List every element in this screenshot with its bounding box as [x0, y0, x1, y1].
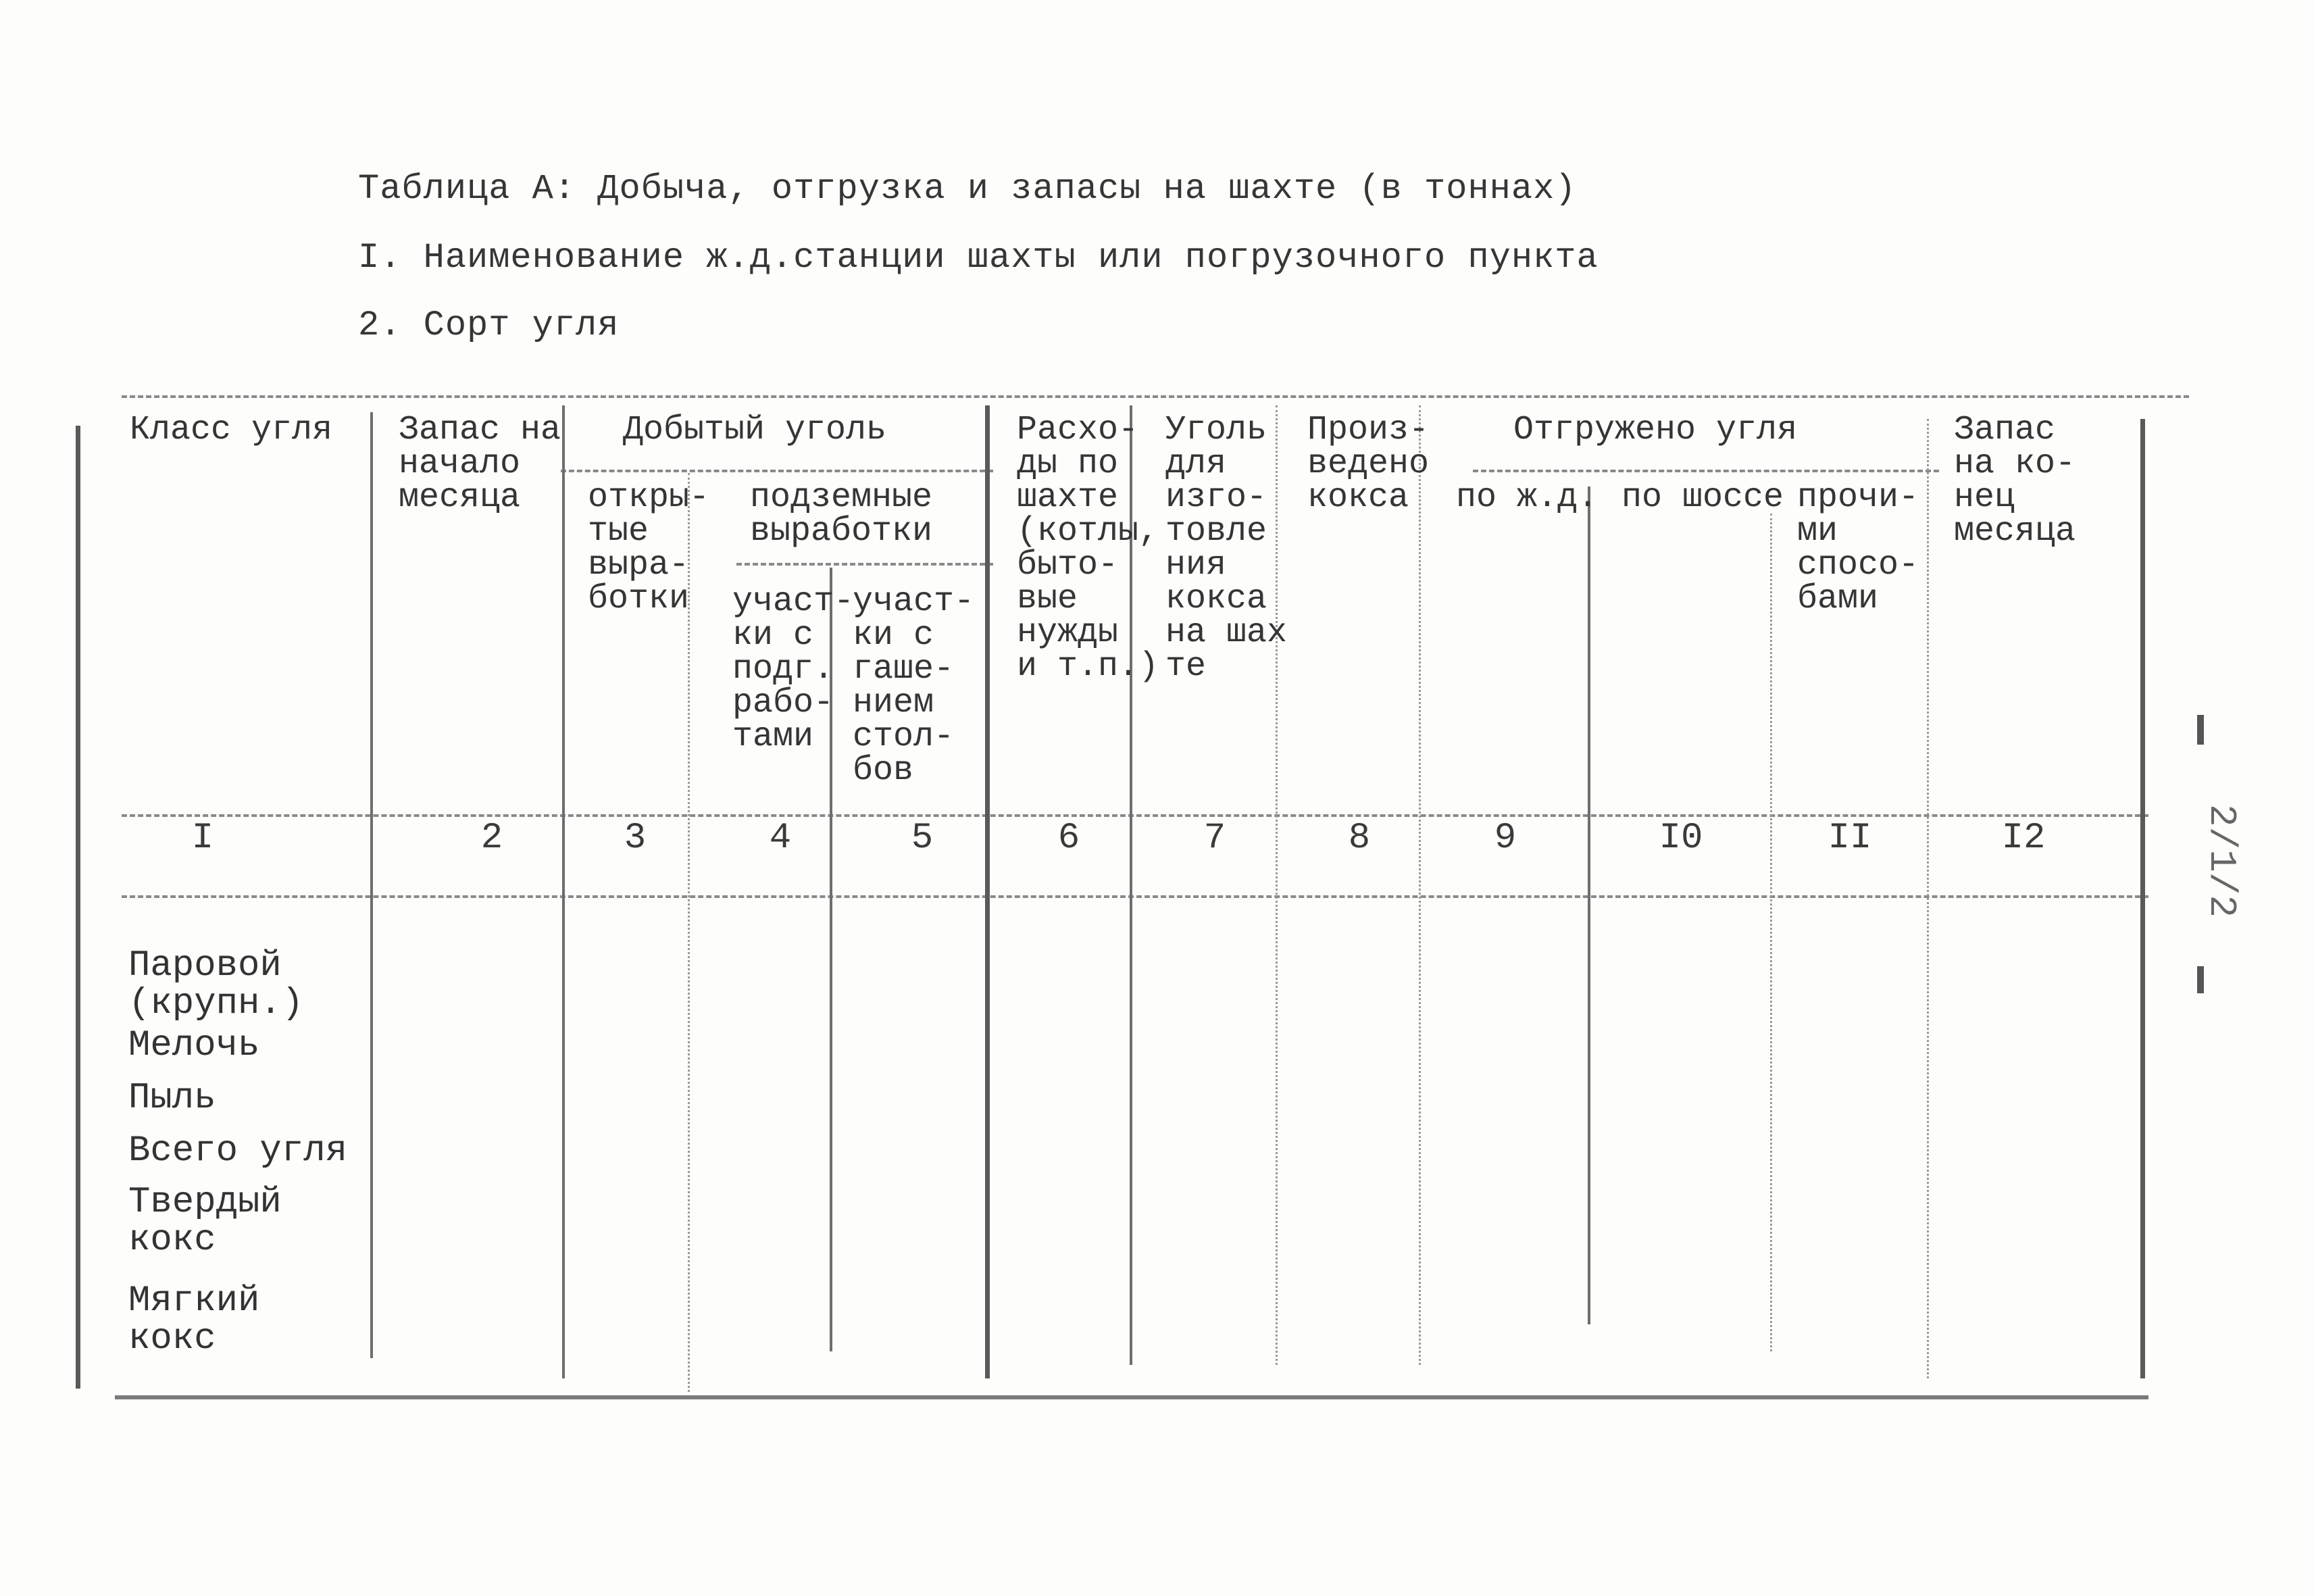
column-number: I2	[2001, 818, 2046, 859]
header-open-pit: откры- тые выра- ботки	[588, 478, 710, 618]
header-mined-coal: Добытый уголь	[623, 411, 887, 449]
table-title: Таблица А: Добыча, отгрузка и запасы на шахте (в тоннах)	[358, 169, 1577, 209]
row-label-soft-coke: Мягкий кокс	[128, 1280, 260, 1360]
header-sections-pillar: участ- ки с гаше- нием стол- бов	[853, 582, 975, 790]
column-number: 5	[911, 818, 934, 859]
column-number: 8	[1348, 818, 1371, 859]
header-stock-start: Запас на начало месяца	[399, 411, 561, 517]
row-label-steam-coarse: Паровой (крупн.)	[128, 945, 304, 1024]
row-label-hard-coke: Твердый кокс	[128, 1182, 282, 1261]
col-divider-1	[370, 412, 373, 1358]
col-divider-9	[1588, 487, 1590, 1324]
col-divider-10	[1770, 514, 1772, 1351]
column-number: I	[191, 818, 214, 859]
column-number: I0	[1659, 818, 1703, 859]
header-mine-consumption: Расхо- ды по шахте (котлы, быто- вые нужды и т.п.)	[1017, 411, 1159, 686]
table-right-border	[2140, 419, 2145, 1378]
row-label-dust: Пыль	[128, 1078, 216, 1119]
header-by-road: по шоссе	[1621, 478, 1784, 517]
underground-group-underline	[736, 563, 993, 566]
col-divider-8	[1419, 405, 1421, 1365]
table-left-border	[76, 426, 80, 1389]
header-stock-end: Запас на ко- нец месяца	[1954, 411, 2076, 551]
row-label-total-coal: Всего угля	[128, 1130, 348, 1172]
column-number: 4	[769, 818, 792, 859]
table-top-border	[122, 395, 2189, 398]
header-by-rail: по ж.д.	[1456, 478, 1599, 517]
table-bottom-border	[115, 1395, 2148, 1399]
col-divider-5	[985, 405, 990, 1378]
punch-mark-bottom	[2197, 966, 2204, 993]
header-coal-shipped: Отгружено угля	[1513, 411, 1798, 449]
column-number: 7	[1203, 818, 1226, 859]
station-name-field: I. Наименование ж.д.станции шахты или погрузочного пункта	[358, 238, 1599, 278]
number-row-bottom-line	[122, 895, 2148, 898]
number-row-top-line	[122, 814, 2148, 817]
mined-group-underline	[561, 470, 993, 472]
header-coking-coal: Уголь для изго- товле ния кокса на шах те	[1165, 411, 1288, 686]
column-number: 3	[624, 818, 647, 859]
col-divider-2	[562, 405, 565, 1378]
column-number: II	[1828, 818, 1872, 859]
header-other-means: прочи- ми спосо- бами	[1797, 478, 1919, 618]
column-number: 2	[480, 818, 503, 859]
header-underground: подземные выработки	[750, 478, 933, 551]
col-divider-11	[1927, 419, 1929, 1378]
header-coke-produced: Произ- ведено кокса	[1307, 411, 1430, 517]
header-sections-prep: участ- ки с подг. рабо- тами	[732, 582, 855, 756]
coal-grade-field: 2. Сорт угля	[358, 305, 620, 345]
column-number: 6	[1057, 818, 1080, 859]
punch-mark-top	[2197, 715, 2204, 745]
header-coal-class: Класс угля	[130, 411, 333, 449]
column-number: 9	[1494, 818, 1517, 859]
handwritten-margin-note: 2/1/2	[2200, 804, 2243, 918]
shipped-group-underline	[1473, 470, 1939, 472]
row-label-fines: Мелочь	[128, 1025, 260, 1066]
